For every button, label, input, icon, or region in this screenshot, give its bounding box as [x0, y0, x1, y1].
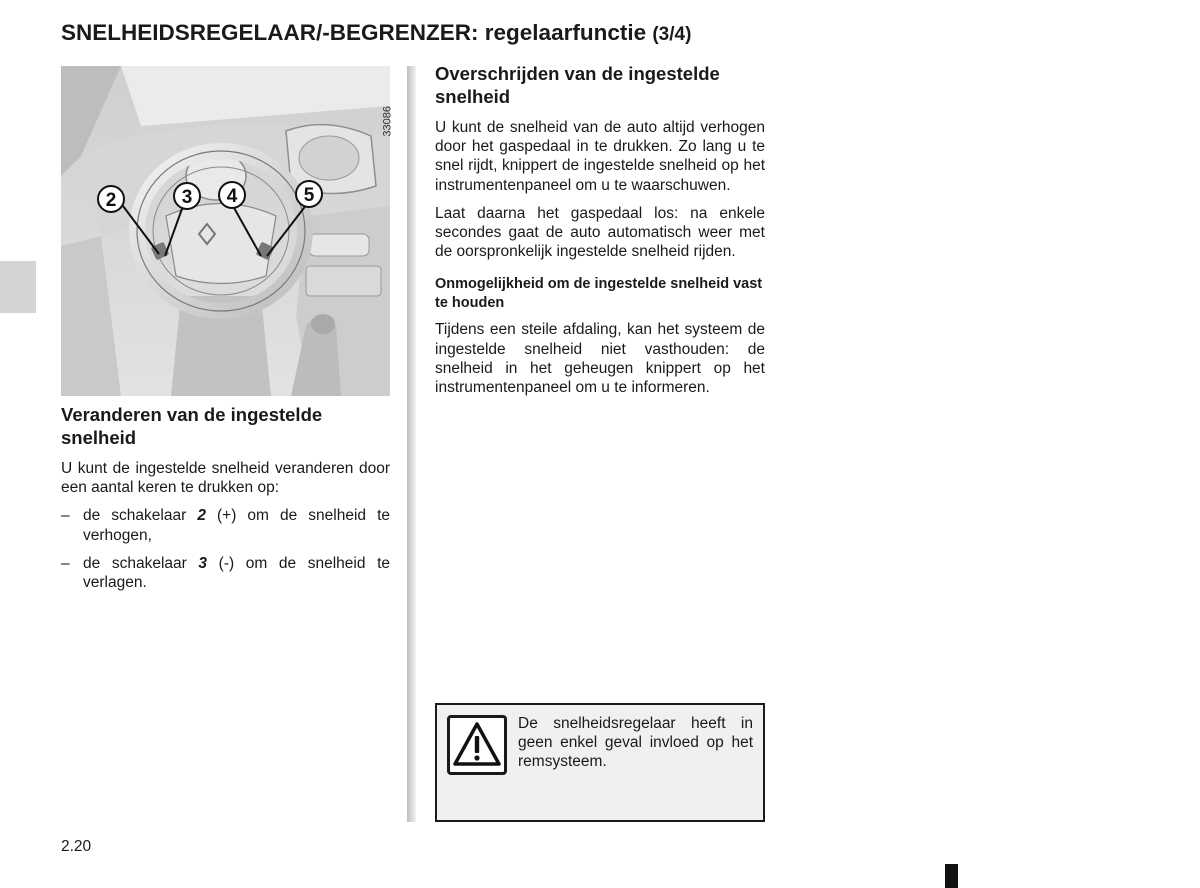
callout-5 [296, 181, 322, 207]
callout-4 [219, 182, 245, 208]
warning-text: De snelheidsregelaar heeft in geen enkel geval invloed op het remsysteem. [518, 715, 753, 771]
callout-3-label: 3 [181, 187, 193, 208]
subheading-hold-speed: Onmogelijkheid om de ingestelde snelheid vast te houden [435, 276, 763, 311]
list-item [61, 554, 390, 592]
switch-list [61, 506, 390, 592]
dash-bullet: – [61, 507, 70, 525]
warning-box [435, 703, 765, 822]
left-intro: U kunt de ingestelde snelheid veranderen door een aantal keren te drukken op: [61, 460, 390, 497]
page-title-text: SNELHEIDSREGELAAR/-BEGRENZER: regelaarfunctie [61, 20, 647, 45]
bullet-text-pre: de schakelaar [83, 554, 199, 572]
right-section-heading: Overschrijden van de ingestelde snelheid [435, 63, 720, 107]
figure-code: 33086 [382, 106, 394, 137]
callout-2 [98, 186, 124, 212]
dashboard-drawing [61, 66, 390, 396]
callout-2-label: 2 [105, 190, 117, 211]
callout-3 [174, 183, 200, 209]
page-title [61, 20, 691, 46]
switch-number: 2 [197, 507, 206, 525]
callout-5-label: 5 [303, 185, 315, 206]
paragraph-override: U kunt de snelheid van de auto altijd verhogen door het gaspedaal in te drukken. Zo lang u te snel rijdt, knippert de ingestelde snelheid op het instrumentenpaneel om u te waarschuwen. [435, 119, 765, 194]
warning-triangle-icon [447, 715, 507, 775]
steering-wheel-illustration [61, 66, 394, 396]
page-title-suffix: (3/4) [652, 24, 692, 45]
right-column [435, 62, 765, 406]
paragraph-release: Laat daarna het gaspedaal los: na enkele secondes gaat de auto automatisch weer met de oorspronkelijk ingestelde snelheid rijden. [435, 204, 765, 261]
bullet-text-post: (+) om de snelheid te verhogen, [83, 507, 390, 544]
switch-number: 3 [198, 554, 208, 572]
callout-4-label: 4 [226, 186, 238, 207]
list-item [61, 506, 390, 544]
column-divider [407, 66, 416, 822]
bullet-text-post: (-) om de snelheid te verlagen. [83, 554, 390, 592]
page-number: 2.20 [61, 838, 92, 855]
left-section-heading: Veranderen van de ingestelde snelheid [61, 404, 323, 448]
dash-bullet: – [61, 554, 70, 572]
paragraph-descent: Tijdens een steile afdaling, kan het systeem de ingestelde snelheid niet vasthouden: de snelheid in het geheugen knippert op het instrumentenpaneel om u te informeren. [435, 321, 765, 397]
chapter-tab [0, 261, 36, 313]
bullet-text-pre: de schakelaar [83, 507, 198, 525]
left-column [61, 66, 394, 601]
corner-mark [945, 864, 958, 888]
